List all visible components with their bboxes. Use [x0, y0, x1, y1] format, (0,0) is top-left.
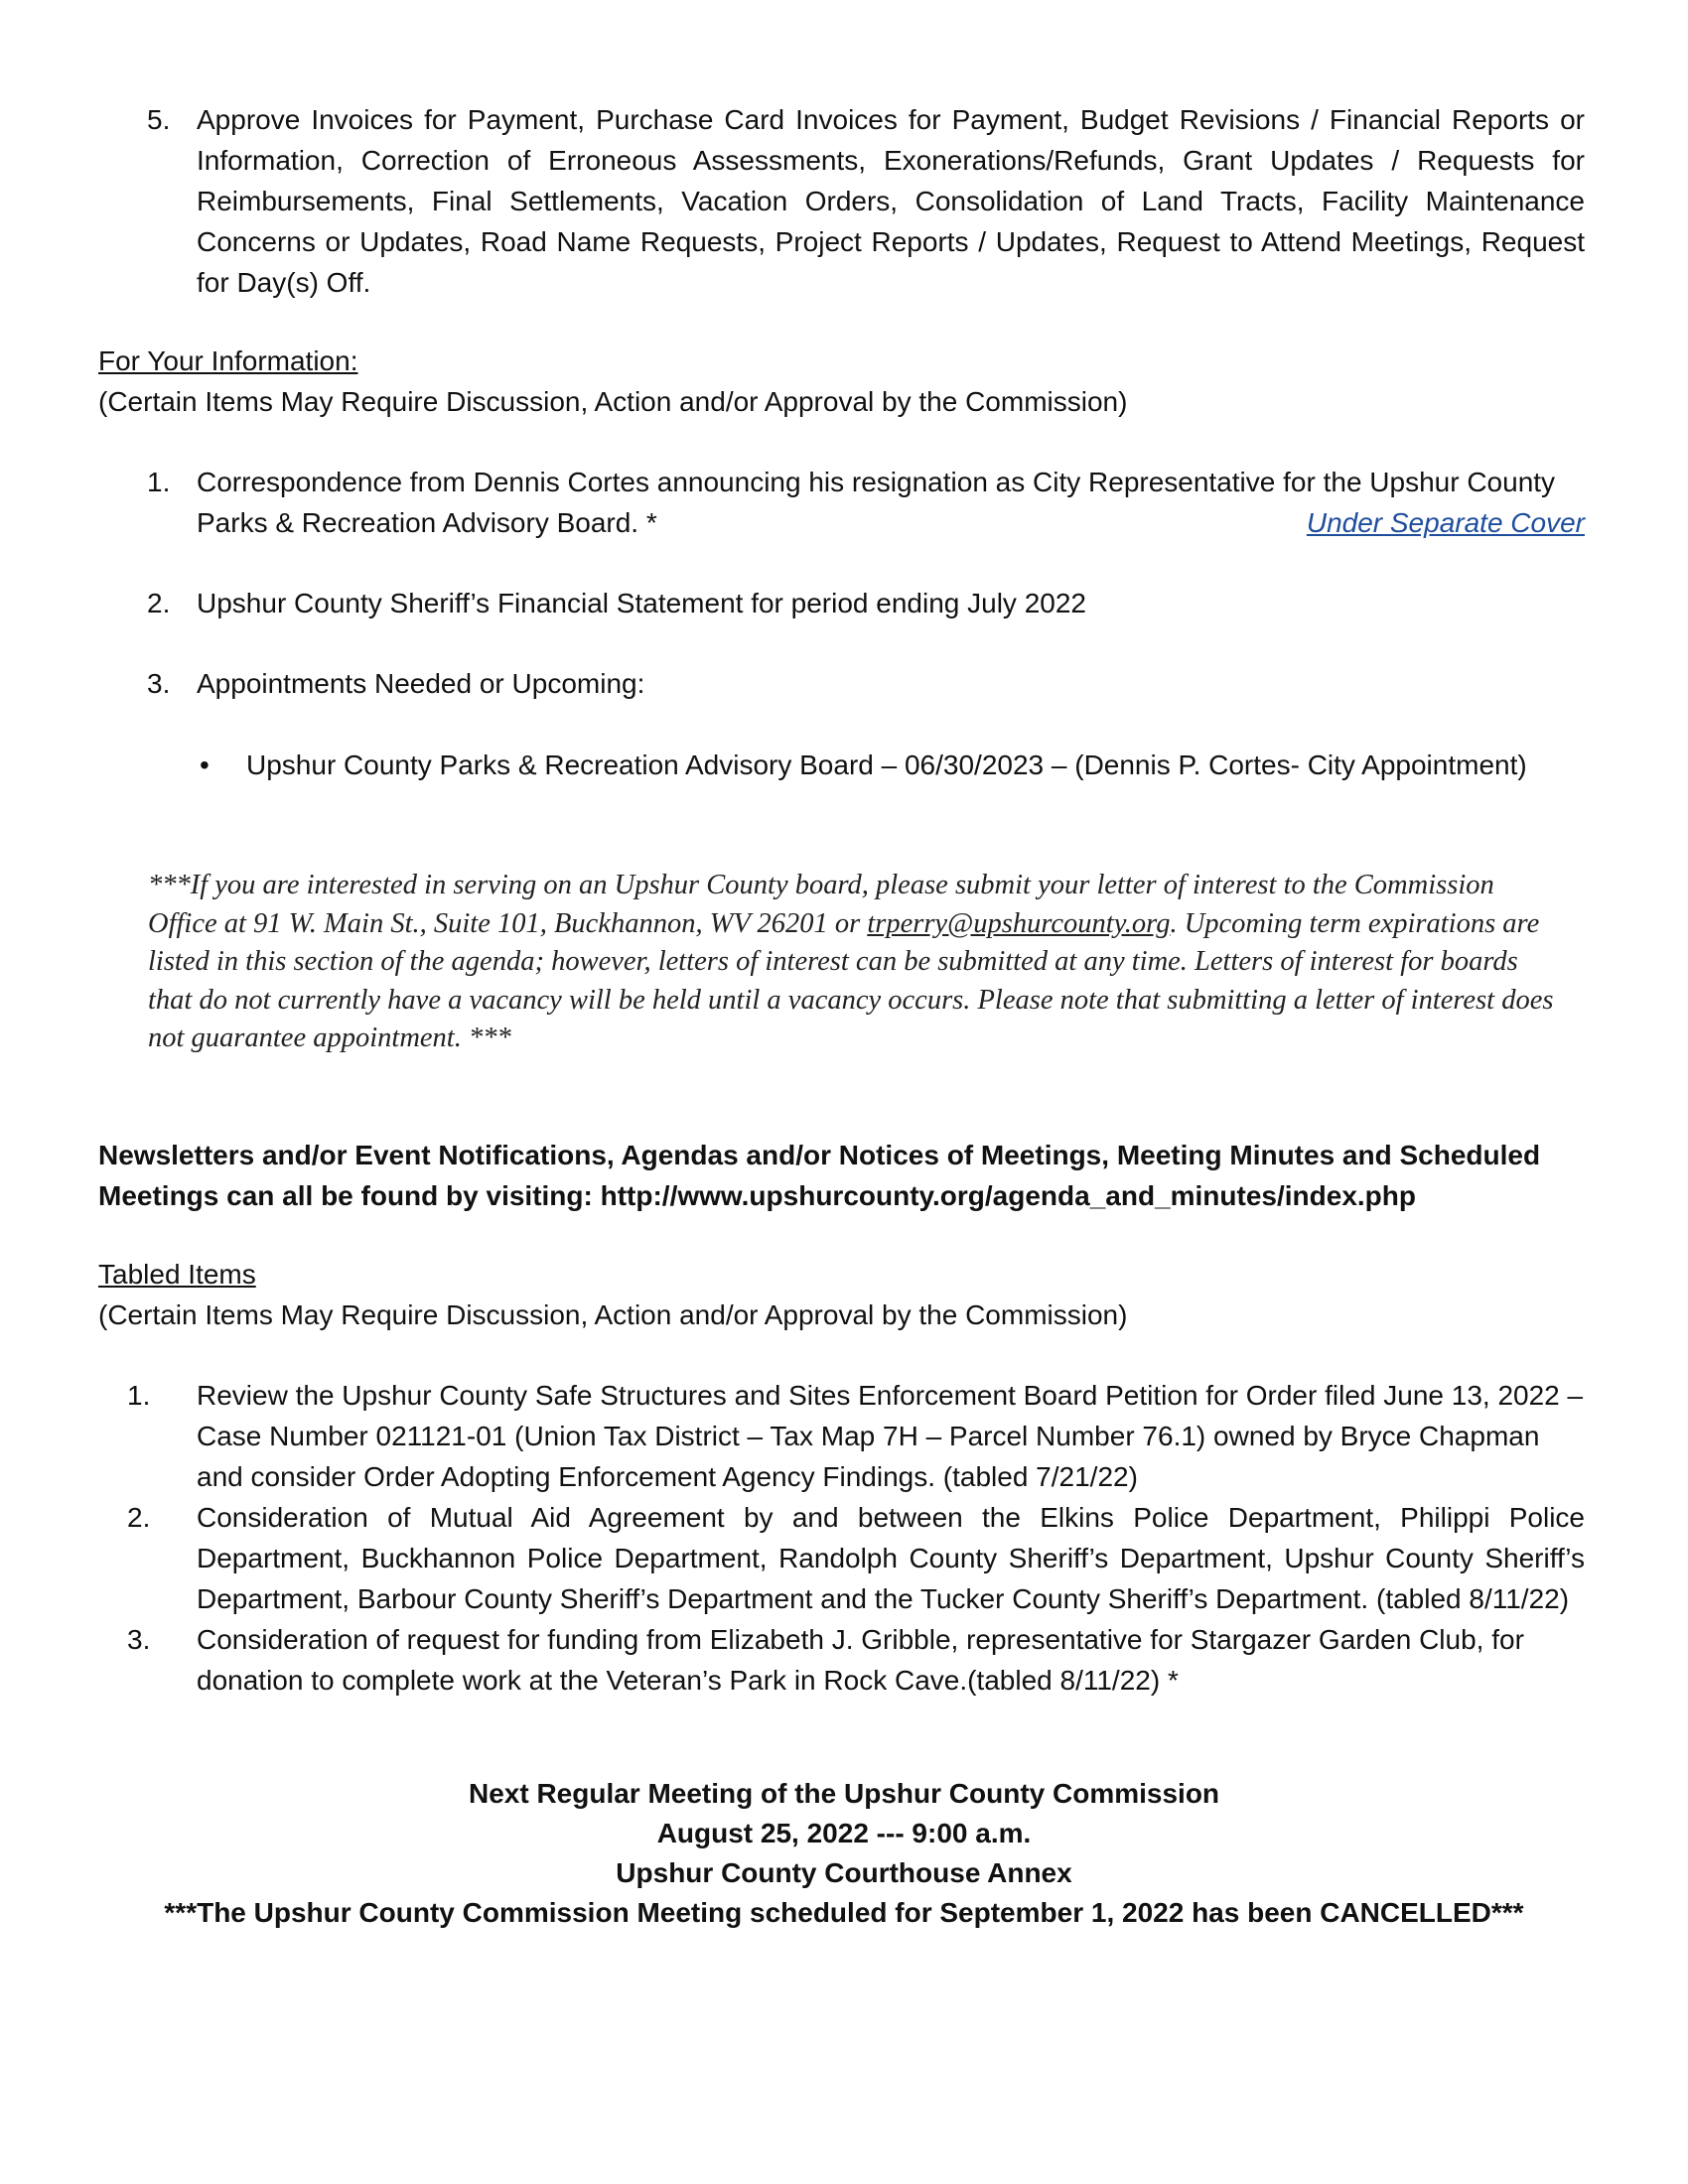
- fyi-heading: [98, 341, 1127, 422]
- tabled-title: Tabled Items: [98, 1259, 256, 1290]
- fyi-title: For Your Information:: [98, 345, 358, 376]
- interest-note: [148, 867, 1568, 1058]
- item-number: 5.: [147, 104, 171, 135]
- next-meeting-date: August 25, 2022 --- 9:00 a.m.: [656, 1818, 1032, 1848]
- item-text: Appointments Needed or Upcoming:: [197, 668, 645, 699]
- next-meeting-title: Next Regular Meeting of the Upshur County Commission: [468, 1778, 1220, 1809]
- item-number: 3.: [147, 668, 171, 699]
- cancellation-notice: ***The Upshur County Commission Meeting scheduled for September 1, 2022 has been CANCELLED***: [164, 1897, 1524, 1928]
- item-text: Consideration of request for funding from Elizabeth J. Gribble, representative for Stargazer Garden Club, for donation to complete work at the Veteran’s Park in Rock Cave.(tabled 8/11/22) *: [197, 1624, 1524, 1696]
- item-number: 1.: [127, 1380, 151, 1411]
- item-text: Consideration of Mutual Aid Agreement by and between the Elkins Police Department, Philippi Police Department, Buckhannon Police Department, Randolph County Sheriff’s Department, Upshur County Sheriff’s Department, Barbour County Sheriff’s Department and the Tucker County Sheriff’s Department. (tabled 8/11/22): [197, 1502, 1585, 1614]
- next-meeting-block: [0, 1774, 1688, 1933]
- item-number: 3.: [127, 1624, 151, 1655]
- appointment-bullet: [200, 745, 1537, 785]
- bullet-icon: •: [200, 750, 210, 780]
- note-text-end: . Upcoming term expirations are listed in this section of the agenda; however, letters of interest can be submitted at any time. Letters of interest for boards that do not currently have a vacancy will be held until a vacancy occurs. Please note that submitting a letter of interest does not guarantee appointment. ***: [148, 907, 1554, 1053]
- item-text: Review the Upshur County Safe Structures and Sites Enforcement Board Petition for Order filed June 13, 2022 – Case Number 021121-01 (Union Tax District – Tax Map 7H – Parcel Number 76.1) owned by Bryce Chapman and consider Order Adopting Enforcement Agency Findings. (tabled 7/21/22): [197, 1380, 1584, 1492]
- item-number: 2.: [147, 588, 171, 618]
- fyi-subtitle: (Certain Items May Require Discussion, Action and/or Approval by the Commission): [98, 386, 1128, 417]
- approval-list: [147, 99, 1585, 303]
- fyi-item-2: [147, 583, 1585, 623]
- list-item: [127, 1619, 1585, 1701]
- fyi-item-3: [147, 663, 1585, 704]
- list-item: [147, 663, 1585, 704]
- note-text-start: ***If you are interested in serving on an Upshur County board, please submit your letter of interest to the Commission Office at 91 W. Main St., Suite 101, Buckhannon, WV 26201 or: [148, 870, 1494, 939]
- tabled-subtitle: (Certain Items May Require Discussion, Action and/or Approval by the Commission): [98, 1299, 1128, 1330]
- email-link[interactable]: trperry@upshurcounty.org: [867, 907, 1171, 939]
- list-item: [127, 1497, 1585, 1619]
- tabled-list: [127, 1375, 1585, 1701]
- tabled-heading: [98, 1254, 1127, 1335]
- item-number: 1.: [147, 467, 171, 497]
- list-item: [147, 99, 1585, 303]
- under-separate-cover-link[interactable]: Under Separate Cover: [1306, 507, 1585, 538]
- item-text: Correspondence from Dennis Cortes announcing his resignation as City Representative for the Upshur County Parks & Recreation Advisory Board. *: [197, 467, 1556, 538]
- item-text: Approve Invoices for Payment, Purchase Card Invoices for Payment, Budget Revisions / Financial Reports or Information, Correction of Erroneous Assessments, Exonerations/Refunds, Grant Updates / Requests for Reimbursements, Final Settlements, Vacation Orders, Consolidation of Land Tracts, Facility Maintenance Concerns or Updates, Road Name Requests, Project Reports / Updates, Request to Attend Meetings, Request for Day(s) Off.: [197, 104, 1585, 298]
- next-meeting-location: Upshur County Courthouse Annex: [616, 1857, 1072, 1888]
- item-text: Upshur County Sheriff’s Financial Statement for period ending July 2022: [197, 588, 1086, 618]
- item-number: 2.: [127, 1502, 151, 1533]
- bullet-text: Upshur County Parks & Recreation Advisory Board – 06/30/2023 – (Dennis P. Cortes- City Appointment): [246, 750, 1527, 780]
- list-item: [147, 583, 1585, 623]
- list-item: [127, 1375, 1585, 1497]
- newsletters-notice: Newsletters and/or Event Notifications, Agendas and/or Notices of Meetings, Meeting Minutes and Scheduled Meetings can all be found by visiting: http://www.upshurcounty.org/agenda_and_minutes/index.php: [98, 1140, 1541, 1211]
